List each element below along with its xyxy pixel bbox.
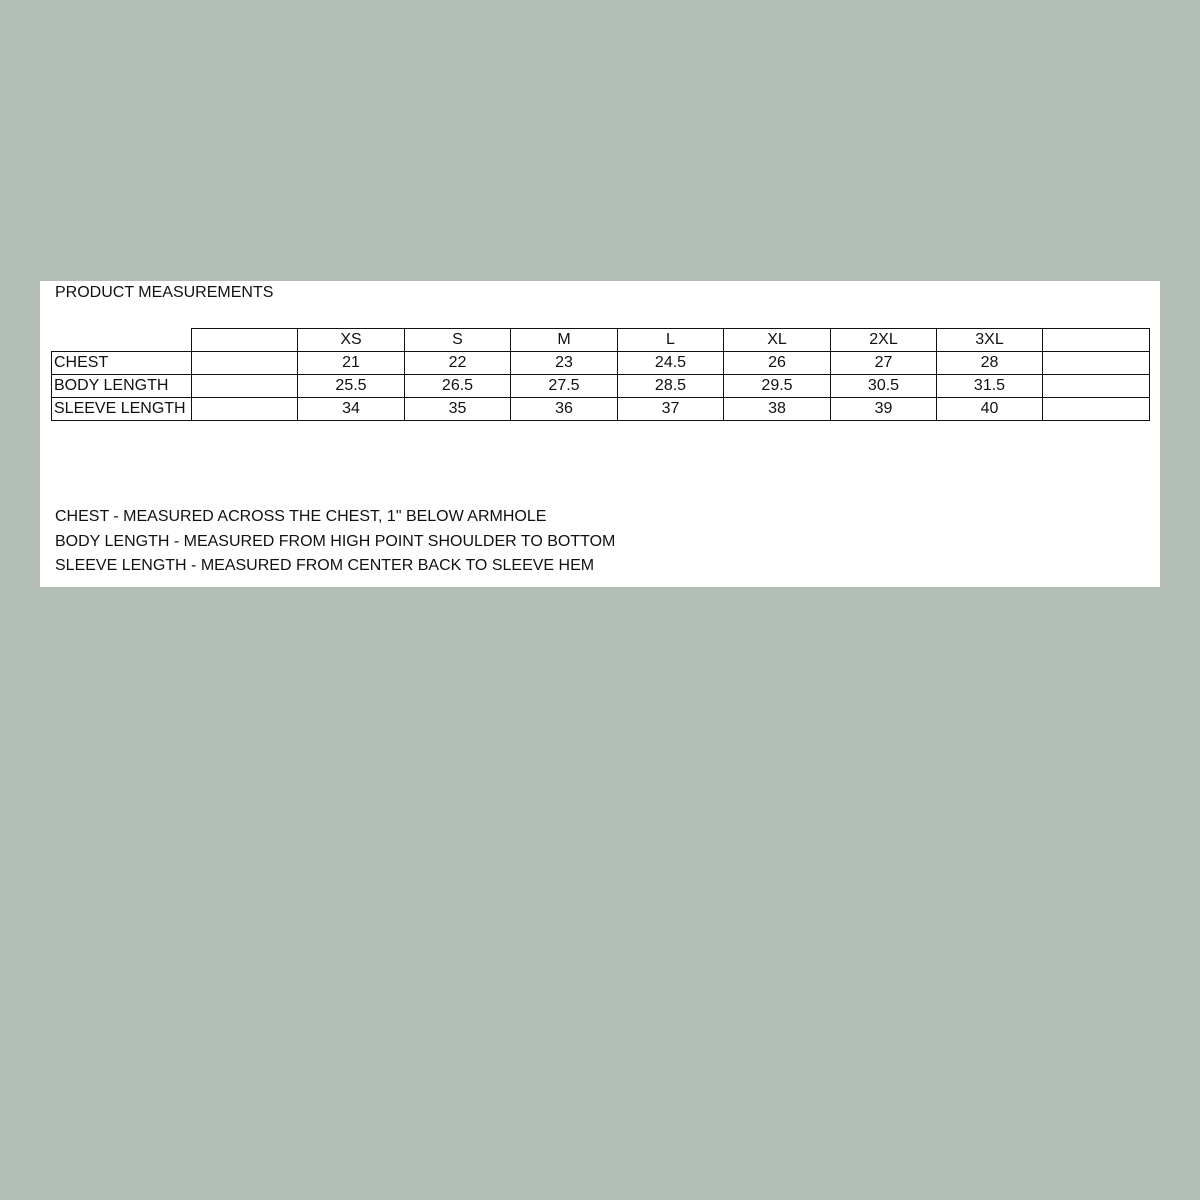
measurement-cell: 23 — [511, 352, 618, 375]
size-header: XS — [298, 329, 405, 352]
table-row — [52, 398, 1150, 421]
table-row — [52, 352, 1150, 375]
trailing-blank-cell — [1043, 375, 1150, 398]
measurement-cell: 24.5 — [618, 352, 724, 375]
measurement-cell: 37 — [618, 398, 724, 421]
row-label: BODY LENGTH — [52, 375, 192, 398]
blank-cell — [192, 375, 298, 398]
measurement-cell: 25.5 — [298, 375, 405, 398]
blank-cell — [192, 398, 298, 421]
row-label: SLEEVE LENGTH — [52, 398, 192, 421]
header-trailing-blank-cell — [1043, 329, 1150, 352]
measurement-cell: 29.5 — [724, 375, 831, 398]
size-header: 2XL — [831, 329, 937, 352]
note-body-length: BODY LENGTH - MEASURED FROM HIGH POINT SHOULDER TO BOTTOM — [55, 532, 616, 550]
note-sleeve-length: SLEEVE LENGTH - MEASURED FROM CENTER BACK TO SLEEVE HEM — [55, 557, 595, 574]
note-chest: CHEST - MEASURED ACROSS THE CHEST, 1" BELOW ARMHOLE — [55, 508, 547, 525]
table-row — [52, 375, 1150, 398]
size-header: M — [511, 329, 618, 352]
measurement-cell: 39 — [831, 398, 937, 421]
size-header: XL — [724, 329, 831, 352]
measurement-cell: 21 — [298, 352, 405, 375]
page-title: PRODUCT MEASUREMENTS — [55, 284, 274, 301]
measurement-cell: 28 — [937, 352, 1043, 375]
size-header: L — [618, 329, 724, 352]
measurement-cell: 28.5 — [618, 375, 724, 398]
row-label: CHEST — [52, 352, 192, 375]
measurements-panel — [40, 281, 1160, 587]
measurement-cell: 27 — [831, 352, 937, 375]
measurement-cell: 30.5 — [831, 375, 937, 398]
measurement-cell: 22 — [405, 352, 511, 375]
size-chart-table — [51, 328, 1150, 421]
measurement-cell: 27.5 — [511, 375, 618, 398]
measurement-cell: 26.5 — [405, 375, 511, 398]
size-header: S — [405, 329, 511, 352]
size-header: 3XL — [937, 329, 1043, 352]
measurement-cell: 31.5 — [937, 375, 1043, 398]
trailing-blank-cell — [1043, 352, 1150, 375]
empty-corner-cell — [52, 329, 192, 352]
measurement-notes — [55, 505, 615, 579]
measurement-cell: 40 — [937, 398, 1043, 421]
table-header-row — [52, 329, 1150, 352]
trailing-blank-cell — [1043, 398, 1150, 421]
measurement-cell: 34 — [298, 398, 405, 421]
measurement-cell: 38 — [724, 398, 831, 421]
measurement-cell: 35 — [405, 398, 511, 421]
measurement-cell: 36 — [511, 398, 618, 421]
header-blank-cell — [192, 329, 298, 352]
blank-cell — [192, 352, 298, 375]
measurement-cell: 26 — [724, 352, 831, 375]
